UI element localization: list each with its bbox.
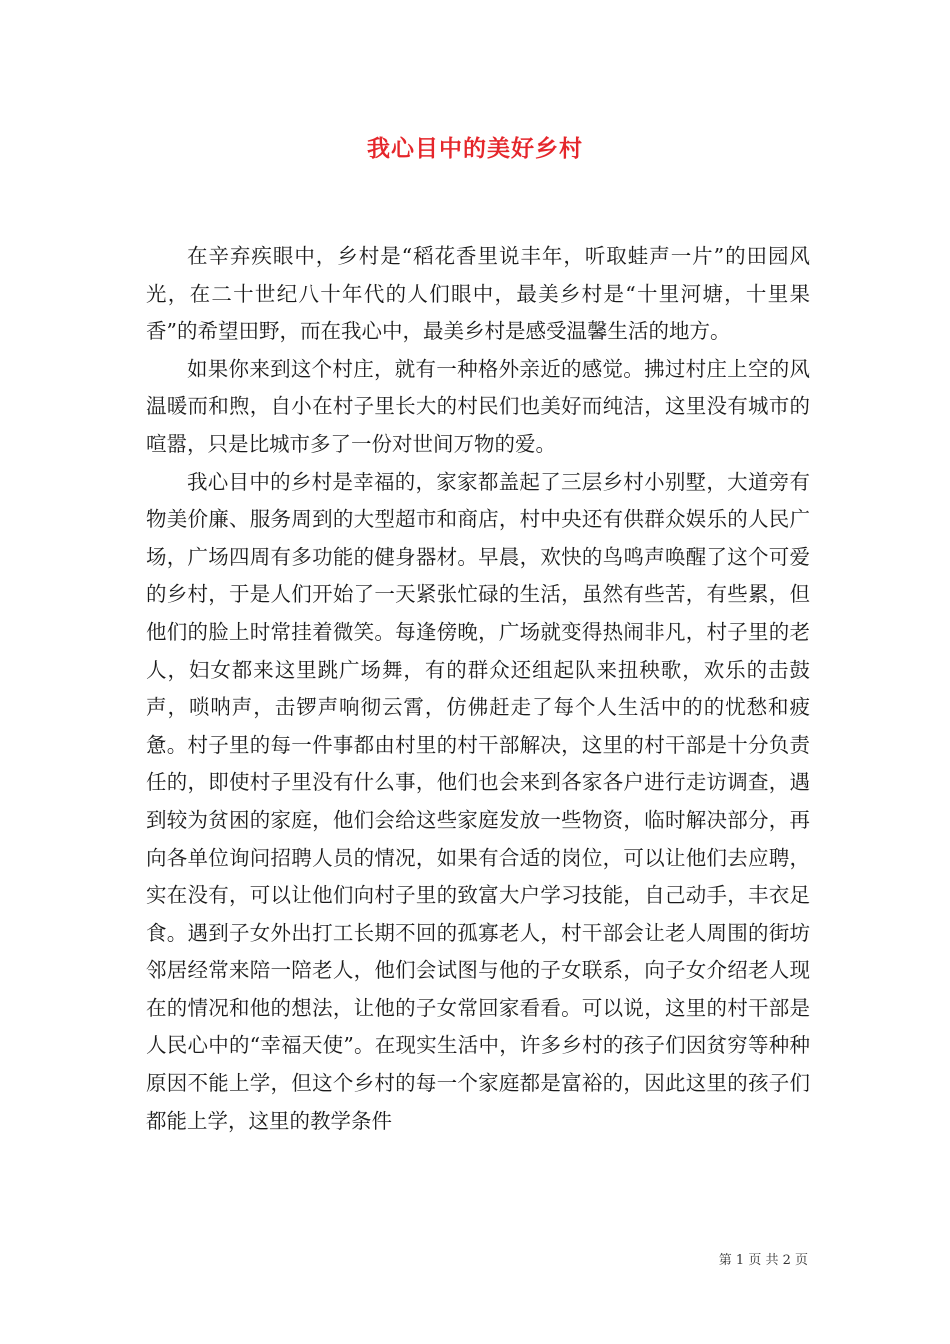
paragraph: 我心目中的乡村是幸福的，家家都盖起了三层乡村小别墅，大道旁有物美价廉、服务周到的大型超市和商店，村中央还有供群众娱乐的人民广场，广场四周有多功能的健身器材。早晨，欢快的鸟鸣声唤醒了这个可爱的乡村，于是人们开始了一天紧张忙碌的生活，虽然有些苦，有些累，但他们的脸上时常挂着微笑。每逢傍晚，广场就变得热闹非凡，村子里的老人，妇女都来这里跳广场舞，有的群众还组起队来扭秧歌，欢乐的击鼓声，唢呐声，击锣声响彻云霄，仿佛赶走了每个人生活中的的忧愁和疲惫。村子里的每一件事都由村里的村干部解决，这里的村干部是十分负责任的，即使村子里没有什么事，他们也会来到各家各户进行走访调查，遇到较为贫困的家庭，他们会给这些家庭发放一些物资，临时解决部分，再向各单位询问招聘人员的情况，如果有合适的岗位，可以让他们去应聘，实在没有，可以让他们向村子里的致富大户学习技能，自己动手，丰衣足食。遇到子女外出打工长期不回的孤寡老人，村干部会让老人周围的街坊邻居经常来陪一陪老人，他们会试图与他的子女联系，向子女介绍老人现在的情况和他的想法，让他的子女常回家看看。可以说，这里的村干部是人民心中的“幸福天使”。在现实生活中，许多乡村的孩子们因贫穷等种种原因不能上学，但这个乡村的每一个家庭都是富裕的，因此这里的孩子们都能上学，这里的教学条件	[146, 469, 810, 1133]
page-number-footer: 第 1 页 共 2 页	[718, 1253, 808, 1268]
document-body	[146, 238, 810, 1140]
paragraph: 如果你来到这个村庄，就有一种格外亲近的感觉。拂过村庄上空的风温暖而和煦，自小在村子里长大的村民们也美好而纯洁，这里没有城市的喧嚣，只是比城市多了一份对世间万物的爱。	[146, 356, 810, 456]
paragraph: 在辛弃疾眼中，乡村是“稻花香里说丰年，听取蛙声一片”的田园风光，在二十世纪八十年代的人们眼中，最美乡村是“十里河塘，十里果香”的希望田野，而在我心中，最美乡村是感受温馨生活的地方。	[146, 244, 810, 344]
document-title: 我心目中的美好乡村	[367, 135, 583, 162]
